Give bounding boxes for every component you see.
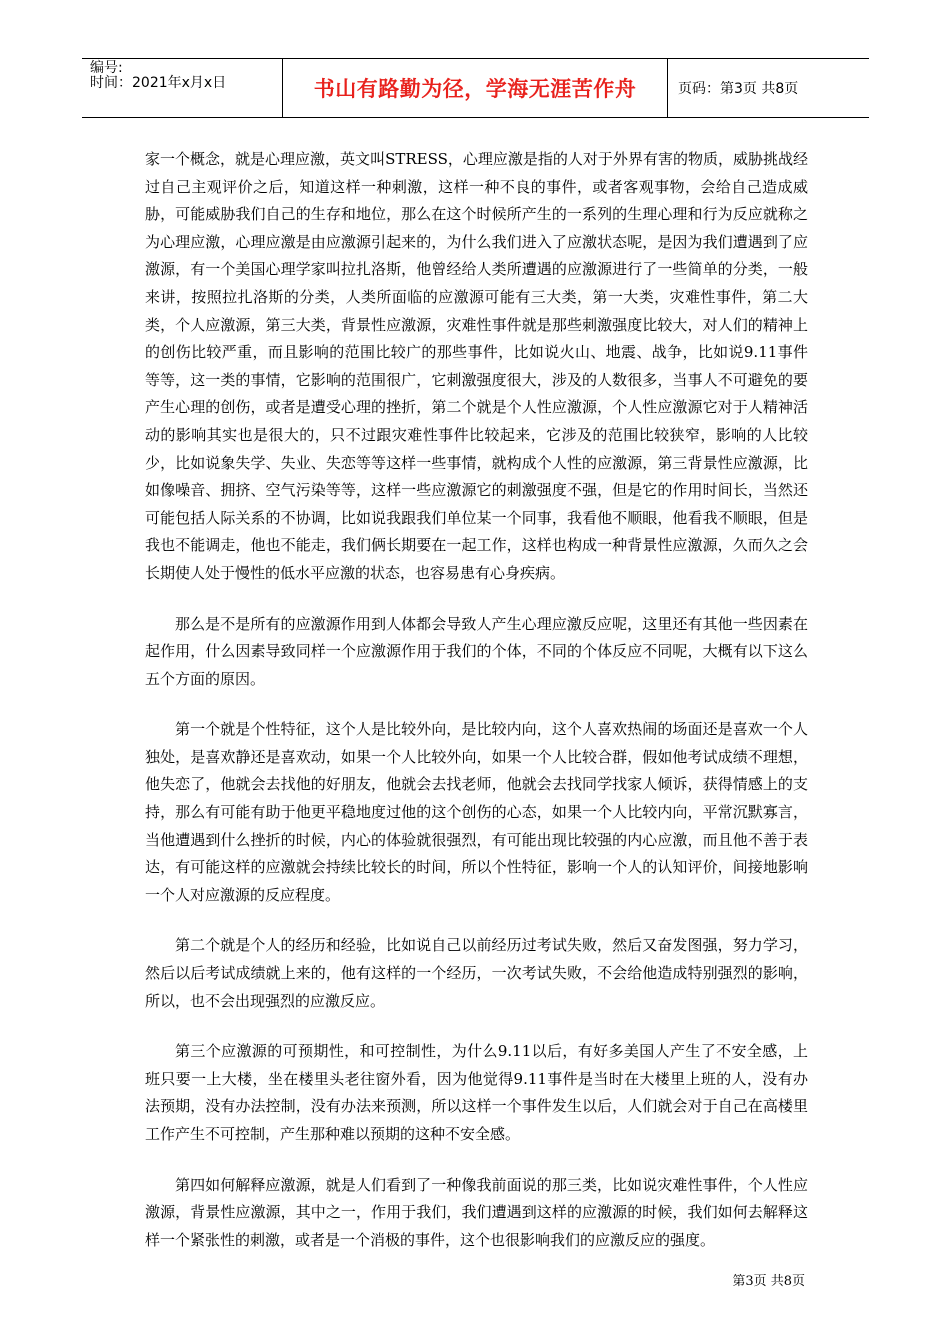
page-footer: 第3页 共8页 — [732, 1274, 805, 1289]
paragraph: 家一个概念，就是心理应激，英文叫STRESS，心理应激是指的人对于外界有害的物质，威胁挑战经过自己主观评价之后，知道这样一种刺激，这样一种不良的事件，或者客观事物，会给自己造成威胁，可能威胁我们自己的生存和地位，那么在这个时候所产生的一系列的生理心理和行为反应就称之为心理应激，心理应激是由应激源引起来的，为什么我们进入了应激状态呢，是因为我们遭遇到了应激源，有一个美国心理学家叫拉扎洛斯，他曾经给人类所遭遇的应激源进行了一些简单的分类，一般来讲，按照拉扎洛斯的分类，人类所面临的应激源可能有三大类，第一大类，灾难性事件，第二大类，个人应激源，第三大类，背景性应激源，灾难性事件就是那些刺激强度比较大，对人们的精神上的创伤比较严重，而且影响的范围比较广的那些事件，比如说火山、地震、战争，比如说9.11事件等等，这一类的事情，它影响的范围很广，它刺激强度很大，涉及的人数很多，当事人不可避免的要产生心理的创伤，或者是遭受心理的挫折，第二个就是个人性应激源，个人性应激源它对于人精神活动的影响其实也是很大的，只不过跟灾难性事件比较起来，它涉及的范围比较狭窄，影响的人比较少，比如说象失学、失业、失恋等等这样一些事情，就构成个人性的应激源，第三背景性应激源，比如像噪音、拥挤、空气污染等等，这样一些应激源它的刺激强度不强，但是它的作用时间长，当然还可能包括人际关系的不协调，比如说我跟我们单位某一个同事，我看他不顺眼，他看我不顺眼，但是我也不能调走，他也不能走，我们俩长期要在一起工作，这样也构成一种背景性应激源，久而久之会长期使人处于慢性的低水平应激的状态，也容易患有心身疾病。 — [145, 150, 808, 582]
paragraph: 第三个应激源的可预期性，和可控制性，为什么9.11以后，有好多美国人产生了不安全感，上班只要一上大楼，坐在楼里头老往窗外看，因为他觉得9.11事件是当时在大楼里上班的人，没有办法预期，没有办法控制，没有办法来预测，所以这样一个事件发生以后，人们就会对于自己在高楼里工作产生不可控制，产生那种难以预期的这种不安全感。 — [145, 1042, 808, 1143]
paragraph: 第四如何解释应激源，就是人们看到了一种像我前面说的那三类，比如说灾难性事件，个人性应激源，背景性应激源，其中之一，作用于我们，我们遭遇到这样的应激源的时候，我们如何去解释这样一个紧张性的刺激，或者是一个消极的事件，这个也很影响我们的应激反应的强度。 — [145, 1175, 808, 1249]
paragraph: 第一个就是个性特征，这个人是比较外向，是比较内向，这个人喜欢热闹的场面还是喜欢一个人独处，是喜欢静还是喜欢动，如果一个人比较外向，如果一个人比较合群，假如他考试成绩不理想，他失恋了，他就会去找他的好朋友，他就会去找老师，他就会去找同学找家人倾诉，获得情感上的支持，那么有可能有助于他更平稳地度过他的这个创伤的心态，如果一个人比较内向，平常沉默寡言，当他遭遇到什么挫折的时候，内心的体验就很强烈，有可能出现比较强的内心应激，而且他不善于表达，有可能这样的应激就会持续比较长的时间，所以个性特征，影响一个人的认知评价，间接地影响一个人对应激源的反应程度。 — [145, 720, 808, 904]
document-time-label: 时间：2021年x月x日 — [90, 75, 227, 91]
header-meta — [82, 59, 282, 117]
header-motto: 书山有路勤为径，学海无涯苦作舟 — [282, 59, 668, 117]
paragraph: 第二个就是个人的经历和经验，比如说自己以前经历过考试失败，然后又奋发图强，努力学习，然后以后考试成绩就上来的，他有这样的一个经历，一次考试失败，不会给他造成特别强烈的影响，所以，也不会出现强烈的应激反应。 — [145, 936, 808, 1010]
header-page-info: 页码：第3页 共8页 — [678, 81, 799, 97]
document-body — [145, 146, 808, 1277]
document-number-label: 编号: — [90, 60, 123, 76]
page-header — [82, 58, 869, 118]
paragraph: 那么是不是所有的应激源作用到人体都会导致人产生心理应激反应呢，这里还有其他一些因素在起作用，什么因素导致同样一个应激源作用于我们的个体，不同的个体反应不同呢，大概有以下这么五个方面的原因。 — [145, 614, 808, 688]
